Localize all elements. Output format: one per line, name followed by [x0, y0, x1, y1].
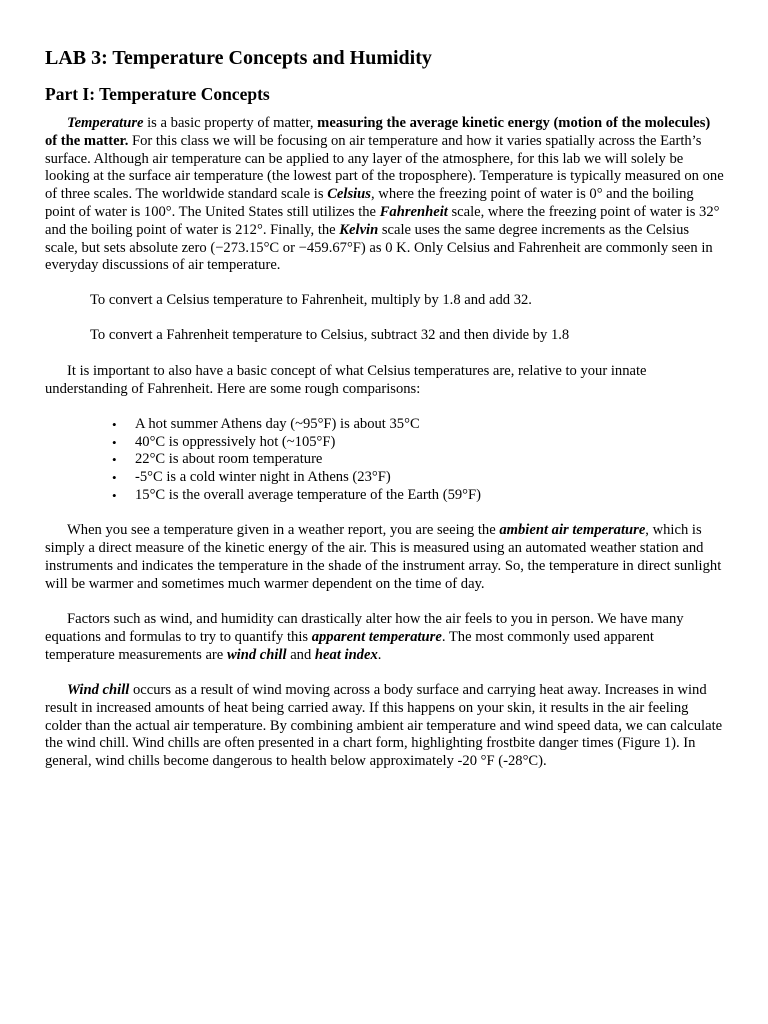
bullet-icon: •: [112, 452, 117, 468]
paragraph-ambient-temperature: [45, 522, 725, 593]
paragraph-temperature-definition: [45, 115, 725, 275]
text-run: , which is simply a direct measure of the kinetic energy of the air. This is measured using an automated weather station and instruments and indicates the temperature in the shade of the instrument array. So, the temperature in direct sunlight will be warmer and sometimes much warmer dependent on the time of day.: [45, 522, 722, 592]
document-title: LAB 3: Temperature Concepts and Humidity: [45, 47, 432, 69]
document-page: [45, 44, 725, 771]
text-run: occurs as a result of wind moving across a body surface and carrying heat away. Increases in wind result in increased amounts of heat being carried away. If this happens on your skin, it results in the air feeling colder than the actual air temperature. By combining ambient air temperature and wind speed data, we can calculate the wind chill. Wind chills are often presented in a chart form, highlighting frostbite danger times (Figure 1). In general, wind chills become dangerous to health below approximately -20 °F (-28°C).: [45, 681, 723, 770]
bullet-icon: •: [112, 470, 117, 486]
term-wind-chill: Wind chill: [67, 681, 130, 698]
text-run: Factors such as wind, and humidity can drastically alter how the air feels to you in person. We have many equations and formulas to try to quantify this: [45, 611, 684, 645]
bullet-icon: •: [112, 488, 117, 504]
term-temperature: Temperature: [67, 115, 144, 131]
text-run: .: [377, 646, 382, 663]
bullet-icon: •: [112, 434, 117, 450]
list-item-text: 22°C is about room temperature: [135, 451, 323, 468]
term-celsius: Celsius: [327, 186, 371, 203]
list-item: [45, 434, 725, 452]
term-fahrenheit: Fahrenheit: [379, 203, 448, 220]
text-run: scale, where the freezing point of water is 32° and the boiling point of water is 212°. Finally, the: [45, 203, 720, 238]
list-item-text: A hot summer Athens day (~95°F) is about 35°C: [135, 415, 420, 432]
term-kelvin: Kelvin: [339, 221, 379, 238]
bullet-icon: •: [112, 416, 117, 432]
list-item-text: 40°C is oppressively hot (~105°F): [135, 433, 336, 450]
comparison-list: [45, 416, 725, 505]
paragraph-comparisons-intro: It is important to also have a basic concept of what Celsius temperatures are, relative to your innate understanding of Fahrenheit. Here are some rough comparisons:: [45, 362, 647, 397]
paragraph-wind-chill: [45, 682, 725, 771]
text-run: is a basic property of matter,: [143, 115, 318, 131]
text-run: and: [286, 646, 315, 663]
term-ambient-air-temperature: ambient air temperature: [499, 522, 646, 539]
list-item-text: -5°C is a cold winter night in Athens (23°F): [135, 469, 391, 486]
paragraph-apparent-temperature: [45, 611, 725, 664]
list-item: [45, 469, 725, 487]
conversion-celsius-to-fahrenheit: To convert a Celsius temperature to Fahrenheit, multiply by 1.8 and add 32.: [90, 292, 532, 309]
text-run: . The most commonly used apparent temperature measurements are: [45, 628, 654, 663]
text-run: When you see a temperature given in a weather report, you are seeing the: [67, 522, 500, 539]
conversion-fahrenheit-to-celsius: To convert a Fahrenheit temperature to Celsius, subtract 32 and then divide by 1.8: [90, 327, 570, 344]
list-item: [45, 451, 725, 469]
section-heading: Part I: Temperature Concepts: [45, 84, 270, 104]
text-run: , where the freezing point of water is 0° and the boiling point of water is 100°. The United States still utilizes the: [45, 186, 694, 220]
text-run: scale uses the same degree increments as the Celsius scale, but sets absolute zero (−273.15°C or −459.67°F) as 0 K. Only Celsius and Fahrenheit are commonly seen in everyday discussions of air temperature.: [45, 221, 713, 274]
bold-definition: measuring the average kinetic energy (motion of the molecules) of the matter.: [45, 115, 711, 149]
text-run: For this class we will be focusing on air temperature and how it varies spatially across the Earth’s surface. Although air temperature can be applied to any layer of the atmosphere, for this lab we will solely be looking at the surface air temperature (the lowest part of the troposphere). Temperature is typically measured on one of three scales. The worldwide standard scale is: [45, 132, 724, 203]
list-item-text: 15°C is the overall average temperature of the Earth (59°F): [135, 487, 481, 504]
term-wind-chill: wind chill: [226, 646, 287, 663]
term-apparent-temperature: apparent temperature: [311, 628, 442, 645]
term-heat-index: heat index: [314, 646, 378, 663]
list-item: [45, 487, 725, 505]
list-item: [45, 416, 725, 434]
